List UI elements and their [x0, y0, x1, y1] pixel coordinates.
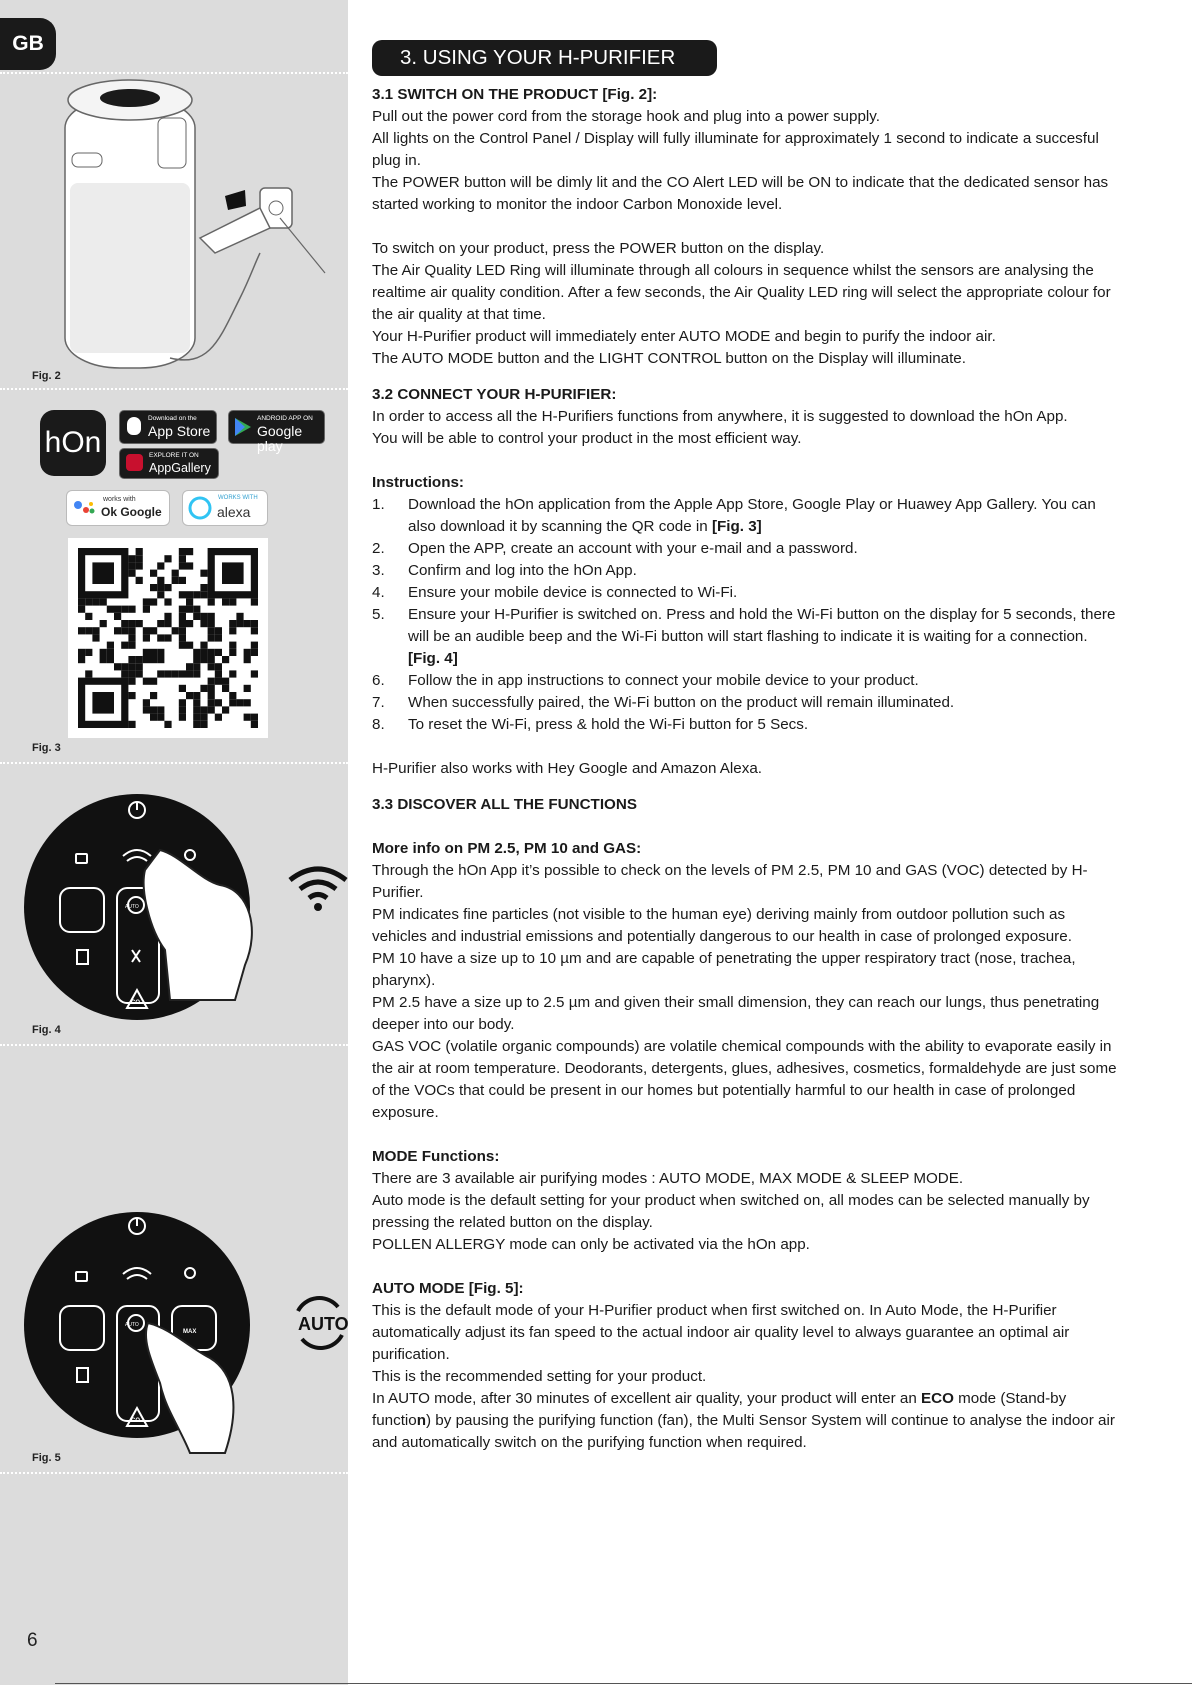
mode-functions-heading: MODE Functions: [372, 1148, 500, 1165]
fig-3-label: Fig. 3 [32, 742, 61, 754]
app-gallery-badge[interactable] [119, 448, 219, 479]
step-text: When successfully paired, the Wi-Fi button on the product will remain illuminated. [408, 694, 955, 711]
panel-auto-text: AUTO [125, 1322, 139, 1328]
control-panel-auto-illustration [20, 1208, 350, 1458]
list-item [372, 560, 1120, 582]
step-number: 5. [372, 606, 385, 623]
step-text: Ensure your H-Purifier is switched on. Press and hold the Wi-Fi button on the display for 5 seconds, there will be an audible beep and the Wi-Fi button will start flashing to indicate it is waiting for a connection. [408, 606, 1116, 645]
list-item [372, 538, 1120, 560]
huawei-icon [126, 454, 143, 471]
ok-google-badge [66, 490, 170, 526]
step-number: 6. [372, 672, 385, 689]
paragraph: PM 10 have a size up to 10 µm and are capable of penetrating the upper respiratory tract (nose, trachea, pharynx). [372, 950, 1076, 989]
step-text: Open the APP, create an account with your e-mail and a password. [408, 540, 858, 557]
bottom-rule [55, 1683, 1192, 1684]
paragraph: The AUTO MODE button and the LIGHT CONTROL button on the Display will illuminate. [372, 350, 966, 367]
alexa-icon [188, 496, 212, 520]
app-store-big-text: App Store [148, 423, 211, 439]
step-text: Download the hOn application from the Apple App Store, Google Play or Huawey App Gallery. You can also download it by scanning the QR code in [408, 496, 1096, 535]
paragraph: Through the hOn App it’s possible to check on the levels of PM 2.5, PM 10 and GAS (VOC) detected by H-Purifier. [372, 862, 1088, 901]
divider [0, 1472, 348, 1474]
step-number: 8. [372, 716, 385, 733]
purifier-plug-illustration [50, 78, 340, 378]
paragraph: The POWER button will be dimly lit and the CO Alert LED will be ON to indicate that the dedicated sensor has started working to monitor the indoor Carbon Monoxide level. [372, 174, 1109, 213]
alexa-badge [182, 490, 268, 526]
paragraph: This is the recommended setting for your product. [372, 1368, 707, 1385]
auto-mode-icon-text: AUTO [298, 1314, 349, 1334]
qr-code[interactable] [68, 538, 268, 738]
app-gallery-small-text: EXPLORE IT ON [149, 452, 199, 459]
step-text: To reset the Wi-Fi, press & hold the Wi-Fi button for 5 Secs. [408, 716, 809, 733]
alexa-big-text: alexa [217, 504, 251, 520]
list-item [372, 582, 1120, 604]
fig-5-label: Fig. 5 [32, 1452, 61, 1464]
divider [0, 388, 348, 390]
text-span: mode (Stand-by functio [372, 1390, 1067, 1429]
step-text: Ensure your mobile device is connected to Wi-Fi. [408, 584, 738, 601]
paragraph: There are 3 available air purifying modes : AUTO MODE, MAX MODE & SLEEP MODE. [372, 1170, 964, 1187]
panel-co-text: CO [131, 1418, 140, 1424]
section-3-3-heading: 3.3 DISCOVER ALL THE FUNCTIONS [372, 796, 637, 813]
ok-google-small-text: works with [103, 496, 136, 503]
step-number: 4. [372, 584, 385, 601]
divider [0, 72, 348, 74]
section-3-2-heading: 3.2 CONNECT YOUR H-PURIFIER: [372, 386, 617, 403]
google-play-big-text: Google play [257, 423, 303, 454]
paragraph: You will be able to control your product in the most efficient way. [372, 430, 802, 447]
language-badge: GB [0, 18, 56, 70]
pm-info-heading: More info on PM 2.5, PM 10 and GAS: [372, 840, 642, 857]
paragraph: PM 2.5 have a size up to 2.5 µm and given their small dimension, they can reach our lungs, thus penetrating deeper into our body. [372, 994, 1100, 1033]
section-title: 3. USING YOUR H-PURIFIER [372, 40, 717, 76]
google-play-small-text: ANDROID APP ON [257, 415, 313, 422]
google-play-badge[interactable] [228, 410, 325, 454]
paragraph: GAS VOC (volatile organic compounds) are volatile chemical compounds with the ability to evaporate easily in the air at room temperature. Deodorants, detergents, glues, adhesives, cosmetics, formaldehyde are just some of the VOCs that could be present in our homes but potentially harmful to our health in case of prolonged exposure. [372, 1038, 1117, 1121]
step-number: 7. [372, 694, 385, 711]
page-number: 6 [27, 1630, 38, 1651]
paragraph: Auto mode is the default setting for your product when switched on, all modes can be selected manually by pressing the related button on the display. [372, 1192, 1090, 1231]
divider [0, 1044, 348, 1046]
list-item [372, 604, 1120, 670]
step-number: 1. [372, 496, 385, 513]
app-store-small-text: Download on the [148, 415, 197, 422]
list-item [372, 494, 1120, 538]
list-item [372, 692, 1120, 714]
instructions-list [372, 494, 1120, 736]
paragraph: To switch on your product, press the POWER button on the display. [372, 240, 825, 257]
google-play-icon [235, 418, 251, 436]
auto-mode-heading: AUTO MODE [Fig. 5]: [372, 1280, 524, 1297]
app-gallery-big-text: AppGallery [149, 461, 211, 475]
paragraph: This is the default mode of your H-Purifier product when first switched on. In Auto Mode, the H-Purifier automatically adjust its fan speed to the actual indoor air quality level to always guarantee an optimal air purification. [372, 1302, 1070, 1363]
paragraph: POLLEN ALLERGY mode can only be activated via the hOn app. [372, 1236, 810, 1253]
paragraph: All lights on the Control Panel / Display will fully illuminate for approximately 1 second to indicate a succesful plug in. [372, 130, 1099, 169]
control-panel-wifi-illustration [20, 790, 350, 1030]
list-item [372, 714, 1120, 736]
fig-2-label: Fig. 2 [32, 370, 61, 382]
step-text: Follow the in app instructions to connect your mobile device to your product. [408, 672, 919, 689]
step-text: Confirm and log into the hOn App. [408, 562, 637, 579]
fig-4-label: Fig. 4 [32, 1024, 61, 1036]
step-number: 2. [372, 540, 385, 557]
list-item [372, 670, 1120, 692]
section-3-1-heading: 3.1 SWITCH ON THE PRODUCT [Fig. 2]: [372, 86, 658, 103]
instructions-heading: Instructions: [372, 474, 464, 491]
paragraph: The Air Quality LED Ring will illuminate through all colours in sequence whilst the sensors are analysing the realtime air quality condition. After a few seconds, the Air Quality LED ring will select the appropriate colour for the air quality at that time. [372, 262, 1111, 323]
paragraph: In order to access all the H-Purifiers functions from anywhere, it is suggested to download the hOn App. [372, 408, 1068, 425]
paragraph [372, 1388, 1120, 1454]
apple-icon [127, 417, 141, 435]
panel-co-text: CO [131, 1000, 140, 1006]
fig-reference: [Fig. 4] [408, 650, 458, 667]
ok-google-big-text: Ok Google [101, 505, 162, 519]
google-assistant-icon [73, 500, 95, 516]
bold-letter: n [416, 1412, 427, 1429]
paragraph: PM indicates fine particles (not visible to the human eye) deriving mainly from outdoor pollution such as vehicles and industrial emissions and potentially dangerous to our health in case of prolonged exposure. [372, 906, 1072, 945]
paragraph: Pull out the power cord from the storage hook and plug into a power supply. [372, 108, 880, 125]
paragraph: Your H-Purifier product will immediately enter AUTO MODE and begin to purify the indoor air. [372, 328, 996, 345]
alexa-small-text: WORKS WITH [218, 495, 258, 501]
eco-bold: ECO [921, 1390, 954, 1407]
sidebar [0, 0, 348, 1685]
paragraph: H-Purifier also works with Hey Google and Amazon Alexa. [372, 760, 762, 777]
fig-reference: [Fig. 3] [711, 518, 762, 535]
step-number: 3. [372, 562, 385, 579]
panel-max-text: MAX [183, 1329, 197, 1335]
divider [0, 762, 348, 764]
text-span: In AUTO mode, after 30 minutes of excellent air quality, your product will enter an [372, 1390, 921, 1407]
app-store-badge[interactable] [119, 410, 217, 444]
panel-auto-text: AUTO [125, 904, 139, 910]
main-content [372, 40, 1120, 1454]
text-span: ) by pausing the purifying function (fan), the Multi Sensor System will continue to analyse the indoor air and automatically switch on the purifying function when required. [372, 1412, 1115, 1451]
hon-app-logo: hOn [40, 410, 106, 476]
